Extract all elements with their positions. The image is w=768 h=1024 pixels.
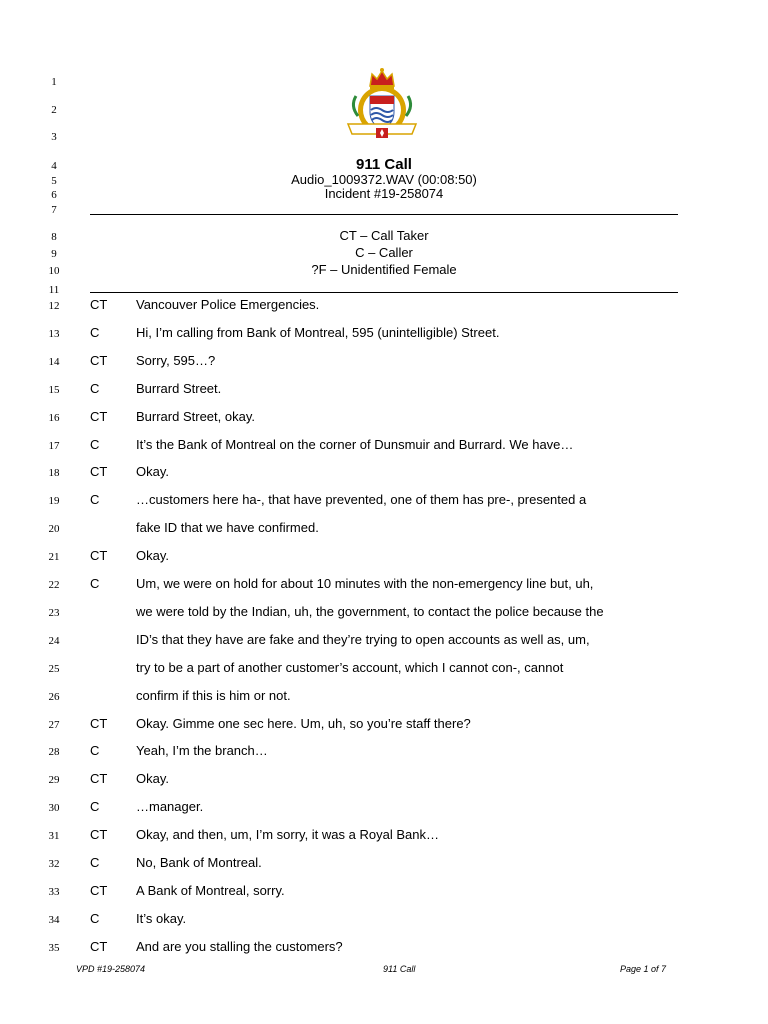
transcript-line: [0, 324, 768, 344]
line-number: 26: [48, 690, 60, 703]
line-number: 18: [48, 467, 60, 480]
transcript-line: [0, 882, 768, 902]
line-number: 19: [48, 495, 60, 508]
line-number: 4: [51, 160, 57, 172]
line-number: 2: [51, 104, 57, 116]
utterance-text: It’s the Bank of Montreal on the corner of Dunsmuir and Burrard. We have…: [136, 436, 574, 452]
line-number: 27: [48, 718, 60, 731]
utterance-text: we were told by the Indian, uh, the government, to contact the police because the: [136, 603, 604, 619]
transcript-line: [0, 631, 768, 651]
transcript-line: [0, 436, 768, 456]
line-number: 10: [48, 265, 60, 277]
speaker-label: C: [90, 799, 100, 815]
speaker-label: CT: [90, 771, 108, 787]
speaker-label: CT: [90, 548, 108, 564]
transcript-line: [0, 826, 768, 846]
footer-page-number: Page 1 of 7: [620, 964, 667, 974]
line-number: 28: [48, 746, 60, 759]
utterance-text: Okay.: [136, 771, 169, 787]
line-number: 34: [48, 913, 60, 926]
line-number: 15: [48, 383, 60, 396]
utterance-text: …manager.: [136, 799, 204, 815]
utterance-text: And are you stalling the customers?: [136, 938, 343, 954]
line-number: 23: [48, 606, 60, 619]
transcript-line: [0, 715, 768, 735]
transcript-line: [0, 547, 768, 567]
speaker-label: C: [90, 324, 100, 340]
transcript-line: [0, 603, 768, 623]
vancouver-police-crest-icon: [340, 66, 424, 140]
speaker-label: C: [90, 855, 100, 870]
utterance-text: …customers here ha-, that have prevented, one of them has pre-, presented a: [136, 492, 587, 508]
utterance-text: Okay.: [136, 464, 169, 480]
speaker-label: CT: [90, 827, 108, 843]
utterance-text: try to be a part of another customer’s account, which I cannot con-, cannot: [136, 659, 564, 675]
transcript-line: [0, 938, 768, 958]
line-number: 3: [51, 131, 57, 143]
utterance-text: Okay. Gimme one sec here. Um, uh, so you’re staff there?: [136, 715, 471, 731]
transcript-line: [0, 408, 768, 428]
utterance-text: ID’s that they have are fake and they’re trying to open accounts as well as, um,: [136, 631, 590, 647]
line-number: 31: [48, 830, 60, 843]
line-number: 9: [51, 248, 57, 260]
utterance-text: Vancouver Police Emergencies.: [136, 297, 320, 312]
speaker-label: C: [90, 492, 100, 508]
transcript-line: [0, 491, 768, 511]
transcript-line: [0, 463, 768, 483]
utterance-text: Okay, and then, um, I’m sorry, it was a Royal Bank…: [136, 827, 439, 843]
speaker-label: C: [90, 743, 100, 759]
line-number: 30: [48, 802, 60, 815]
utterance-text: fake ID that we have confirmed.: [136, 520, 319, 536]
utterance-text: Sorry, 595…?: [136, 352, 216, 368]
line-number: 16: [48, 411, 60, 424]
utterance-text: Burrard Street.: [136, 380, 222, 396]
line-number: 22: [48, 579, 60, 591]
utterance-text: It’s okay.: [136, 910, 187, 926]
speaker-label: CT: [90, 297, 108, 312]
line-number: 12: [48, 300, 60, 312]
transcript-line: [0, 770, 768, 790]
legend-divider: [90, 292, 678, 293]
utterance-text: Burrard Street, okay.: [136, 408, 255, 424]
transcript-line: [0, 380, 768, 400]
line-number: 17: [48, 439, 60, 452]
speaker-label: CT: [90, 408, 108, 424]
line-number: 21: [48, 551, 60, 564]
line-number: 1: [51, 76, 57, 88]
utterance-text: Okay.: [136, 548, 169, 564]
document-title: 911 Call: [356, 156, 412, 173]
line-number: 29: [48, 774, 60, 787]
speaker-label: CT: [90, 715, 108, 731]
incident-number: Incident #19-258074: [324, 186, 444, 201]
header-divider: [90, 214, 678, 215]
transcript-line: [0, 352, 768, 372]
footer-incident: VPD #19-258074: [76, 964, 146, 974]
transcript-line: [0, 296, 768, 316]
utterance-text: Yeah, I’m the branch…: [136, 743, 268, 759]
line-number: 7: [51, 204, 57, 216]
transcript-line: [0, 854, 768, 874]
speaker-label: C: [90, 576, 100, 591]
line-number: 8: [51, 231, 57, 243]
utterance-text: confirm if this is him or not.: [136, 687, 291, 703]
utterance-text: No, Bank of Montreal.: [136, 855, 262, 870]
legend-item: C – Caller: [355, 245, 413, 260]
line-number: 32: [48, 858, 60, 870]
legend-item: CT – Call Taker: [339, 228, 429, 243]
utterance-text: Um, we were on hold for about 10 minutes with the non-emergency line but, uh,: [136, 576, 594, 591]
transcript-line: [0, 742, 768, 762]
speaker-label: CT: [90, 938, 108, 954]
speaker-label: CT: [90, 464, 108, 480]
line-number: 20: [48, 523, 60, 536]
transcript-line: [0, 575, 768, 595]
line-number: 33: [48, 885, 60, 898]
speaker-label: C: [90, 910, 100, 926]
line-number: 35: [48, 941, 60, 954]
transcript-line: [0, 659, 768, 679]
utterance-text: Hi, I’m calling from Bank of Montreal, 595 (unintelligible) Street.: [136, 324, 500, 340]
transcript-line: [0, 687, 768, 707]
transcript-line: [0, 798, 768, 818]
speaker-label: C: [90, 380, 100, 396]
footer-title: 911 Call: [383, 964, 416, 974]
utterance-text: A Bank of Montreal, sorry.: [136, 882, 285, 898]
speaker-label: CT: [90, 882, 108, 898]
transcript-line: [0, 910, 768, 930]
audio-file-label: Audio_1009372.WAV (00:08:50): [291, 172, 477, 187]
line-number: 5: [51, 175, 57, 187]
line-number: 6: [51, 189, 57, 201]
line-number: 24: [48, 634, 60, 647]
speaker-label: CT: [90, 352, 108, 368]
line-number: 14: [48, 355, 60, 368]
line-number: 13: [48, 327, 60, 340]
speaker-label: C: [90, 436, 100, 452]
line-number: 11: [48, 284, 60, 296]
transcript-line: [0, 519, 768, 539]
line-number: 25: [48, 662, 60, 675]
legend-item: ?F – Unidentified Female: [311, 262, 457, 277]
